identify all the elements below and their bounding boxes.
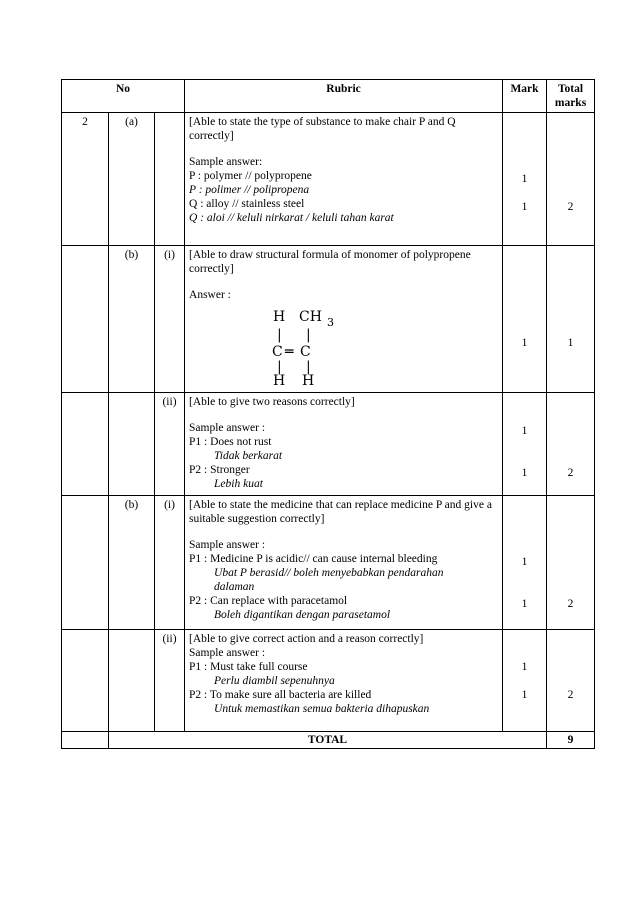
question-number: [62, 393, 109, 496]
bond-line: |: [306, 359, 311, 375]
atom-h: H: [273, 309, 286, 325]
sample-label: Sample answer :: [189, 539, 266, 551]
sub-part-label: [155, 113, 185, 246]
sub-part-label: (ii): [155, 393, 185, 496]
answer-line: P1 : Does not rust: [189, 436, 272, 448]
mark-value: 1: [521, 337, 528, 349]
total-cell: [547, 630, 595, 732]
header-mark: Mark: [503, 80, 547, 113]
mark-cell: [503, 496, 547, 630]
mark-value: 1: [521, 556, 528, 568]
mark-cell: [503, 630, 547, 732]
sample-label: Sample answer :: [189, 647, 266, 659]
bond-line: |: [277, 359, 282, 375]
sub-part-label: (i): [155, 496, 185, 630]
part-label: (b): [109, 246, 155, 393]
criteria-text: [Able to draw structural formula of monomer of polypropene correctly]: [189, 249, 471, 275]
table-row: [62, 393, 595, 496]
sub-part-label: (ii): [155, 630, 185, 732]
table-row: [62, 113, 595, 246]
header-no: No: [62, 80, 185, 113]
rubric-cell: [185, 113, 503, 246]
atom-h: H: [302, 373, 315, 386]
answer-line-malay: Lebih kuat: [214, 478, 263, 490]
question-number: [62, 246, 109, 393]
mark-cell: [503, 113, 547, 246]
part-label: [109, 393, 155, 496]
sub-part-label: (i): [155, 246, 185, 393]
part-label: (a): [109, 113, 155, 246]
total-value: 2: [567, 689, 574, 701]
table-row: [62, 246, 595, 393]
answer-line-malay: dalaman: [214, 581, 255, 593]
mark-value: 1: [521, 661, 528, 673]
answer-line: P : polymer // polypropene: [189, 170, 312, 182]
double-bond: ═: [285, 344, 294, 360]
answer-line-malay: Untuk memastikan semua bakteria dihapuskan: [214, 703, 430, 715]
total-value: 2: [567, 467, 574, 479]
total-cell: [547, 246, 595, 393]
answer-line-malay: Tidak berkarat: [214, 450, 283, 462]
part-label: [109, 630, 155, 732]
answer-line: Q : aloi // keluli nirkarat / keluli tahan karat: [189, 212, 394, 224]
answer-line: P2 : Can replace with paracetamol: [189, 595, 348, 607]
question-number: [62, 630, 109, 732]
header-rubric: Rubric: [185, 80, 503, 113]
answer-line: P2 : Stronger: [189, 464, 250, 476]
answer-line: P1 : Must take full course: [189, 661, 308, 673]
atom-h: H: [273, 373, 286, 386]
rubric-cell: [185, 393, 503, 496]
answer-line-malay: Perlu diambil sepenuhnya: [214, 675, 335, 687]
total-row-blank: [62, 732, 109, 749]
answer-label: Answer :: [189, 289, 231, 301]
grand-total: 9: [547, 732, 595, 749]
mark-value: 1: [521, 425, 528, 437]
criteria-text: [Able to state the type of substance to make chair P and Q correctly]: [189, 116, 456, 142]
subscript-3: 3: [327, 316, 335, 329]
mark-value: 1: [521, 689, 528, 701]
table-row: [62, 630, 595, 732]
header-total-marks: Total marks: [547, 80, 595, 113]
answer-line: P1 : Medicine P is acidic// can cause internal bleeding: [189, 553, 438, 565]
answer-line: P2 : To make sure all bacteria are killed: [189, 689, 372, 701]
atom-c: C: [300, 344, 311, 360]
sample-label: Sample answer:: [189, 156, 263, 168]
bond-line: |: [306, 327, 311, 343]
mark-value: 1: [521, 598, 528, 610]
answer-line-malay: Boleh digantikan dengan parasetamol: [214, 609, 391, 621]
atom-ch: CH: [299, 309, 322, 325]
total-label: TOTAL: [109, 732, 547, 749]
atom-c: C: [272, 344, 283, 360]
mark-cell: [503, 246, 547, 393]
question-number: 2: [62, 113, 109, 246]
mark-value: 1: [521, 173, 528, 185]
table-row: [62, 496, 595, 630]
marking-scheme-table: [61, 79, 595, 749]
answer-line-malay: Ubat P berasid// boleh menyebabkan pendarahan: [214, 567, 444, 579]
sample-label: Sample answer :: [189, 422, 266, 434]
total-value: 2: [567, 598, 574, 610]
total-value: 2: [567, 201, 574, 213]
part-label: (b): [109, 496, 155, 630]
mark-cell: [503, 393, 547, 496]
rubric-cell: [185, 630, 503, 732]
mark-value: 1: [521, 201, 528, 213]
answer-line: Q : alloy // stainless steel: [189, 198, 305, 210]
criteria-text: [Able to state the medicine that can replace medicine P and give a suitable suggestion correctly]: [189, 499, 492, 525]
rubric-cell: [185, 246, 503, 393]
bond-line: |: [277, 327, 282, 343]
total-cell: [547, 113, 595, 246]
answer-line: P : polimer // polipropena: [189, 184, 310, 196]
rubric-cell: [185, 496, 503, 630]
total-row: [62, 732, 595, 749]
criteria-text: [Able to give correct action and a reason correctly]: [189, 633, 424, 645]
header-row: [62, 80, 595, 113]
mark-value: 1: [521, 467, 528, 479]
total-value: 1: [567, 337, 574, 349]
total-cell: [547, 496, 595, 630]
propene-structural-formula: [271, 308, 361, 386]
criteria-text: [Able to give two reasons correctly]: [189, 396, 355, 408]
total-cell: [547, 393, 595, 496]
question-number: [62, 496, 109, 630]
